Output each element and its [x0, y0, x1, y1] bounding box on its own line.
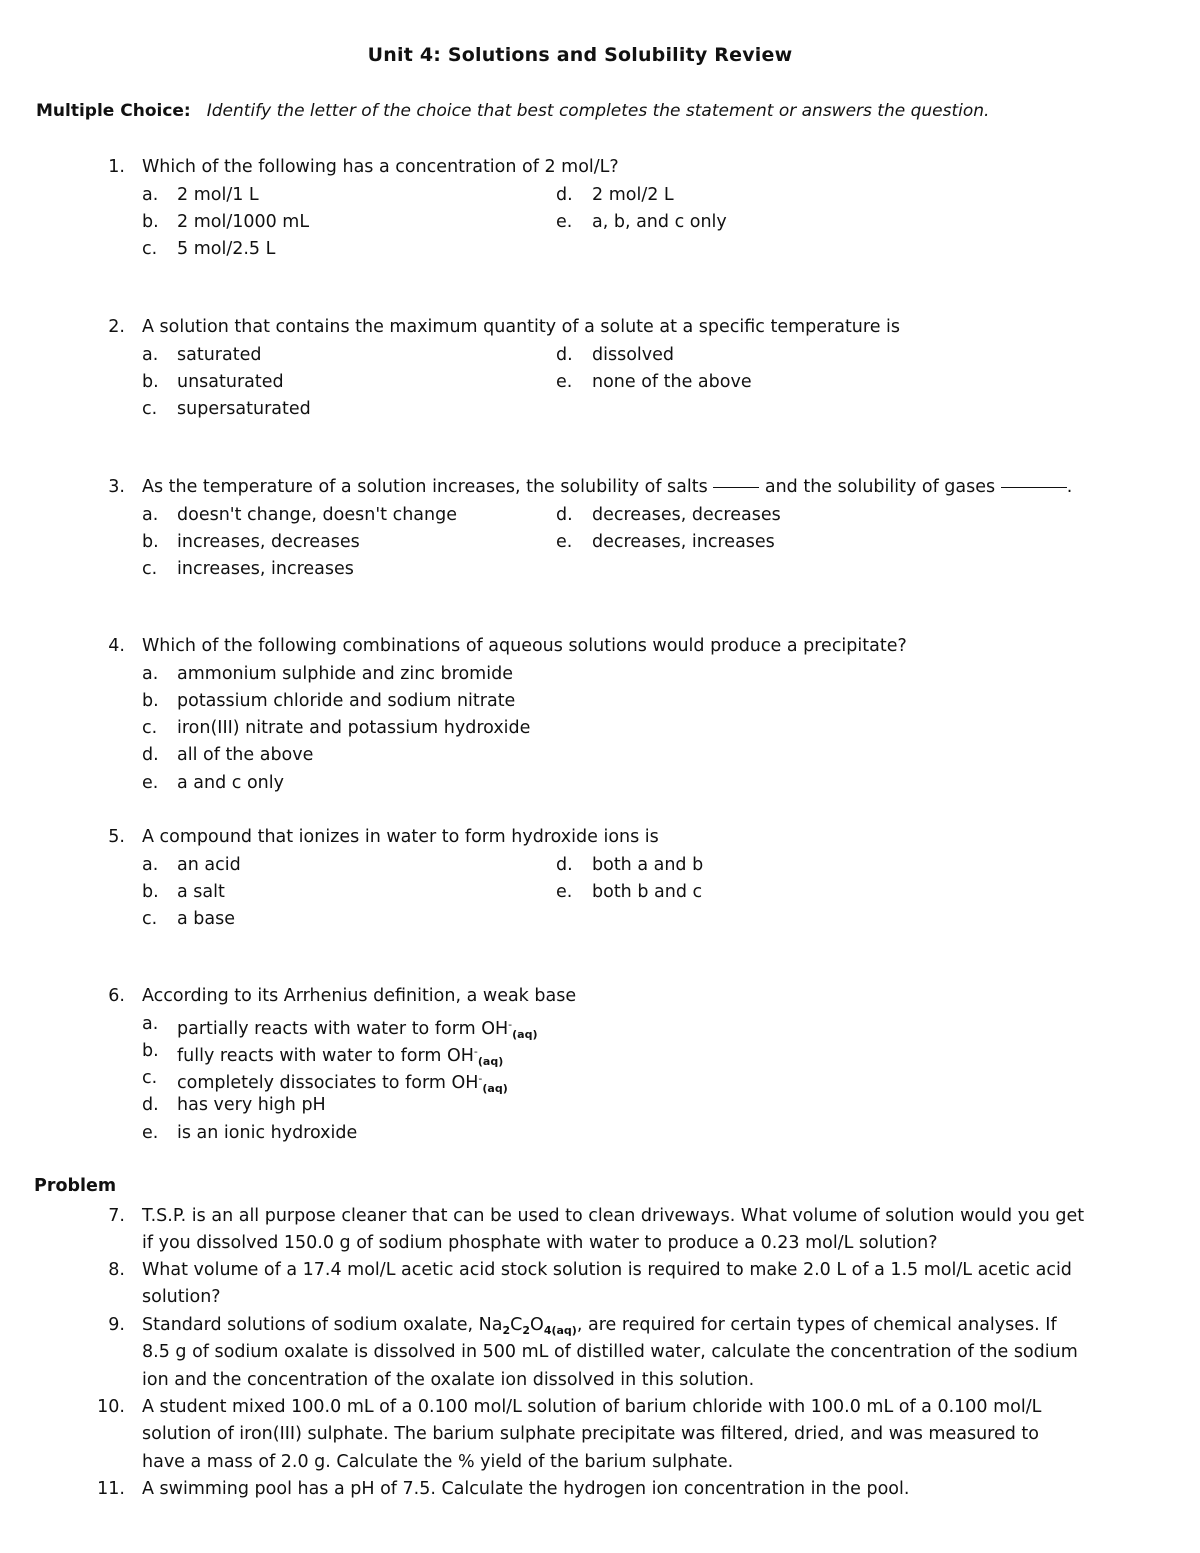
problem-8 [0, 1257, 1200, 1312]
option-text: a and c only [177, 772, 284, 793]
option-letter: b. [142, 881, 159, 902]
option-letter: e. [556, 531, 573, 552]
option-text: ammonium sulphide and zinc bromide [177, 663, 513, 684]
option-letter: a. [142, 1013, 159, 1034]
option-text: 2 mol/1 L [177, 184, 259, 205]
problem-number: 9. [108, 1315, 125, 1335]
instructions-label: Multiple Choice: [36, 101, 191, 121]
option-letter: b. [142, 690, 159, 711]
option-letter: b. [142, 211, 159, 232]
answer-blank [1001, 487, 1067, 488]
problem-text: A swimming pool has a pH of 7.5. Calculate the hydrogen ion concentration in the pool. [142, 1479, 910, 1499]
question-1 [0, 154, 1200, 263]
option-text: 2 mol/2 L [592, 184, 674, 205]
option-text: potassium chloride and sodium nitrate [177, 690, 516, 711]
option-letter: a. [142, 663, 159, 684]
option-letter: d. [142, 1095, 159, 1116]
question-4 [0, 633, 1200, 797]
option-text: partially reacts with water to form $OH^-_{(aq)}$ [177, 1017, 538, 1041]
question-text: According to its Arrhenius definition, a weak base [142, 986, 577, 1006]
problem-text: solution of iron(III) sulphate. The barium sulphate precipitate was filtered, dried, and was measured to [142, 1424, 1039, 1445]
problem-10 [0, 1394, 1200, 1476]
option-text: is an ionic hydroxide [177, 1122, 358, 1143]
problem-text: if you dissolved 150.0 g of sodium phosphate with water to produce a 0.23 mol/L solution? [142, 1233, 938, 1254]
instructions-text: Identify the letter of the choice that best completes the statement or answers the question. [206, 101, 990, 121]
problem-text: A student mixed 100.0 mL of a 0.100 mol/L solution of barium chloride with 100.0 mL of a 0.100 mol/L [142, 1397, 1042, 1417]
option-text: supersaturated [177, 399, 311, 420]
option-text: fully reacts with water to form $OH^-_{(aq)}$ [177, 1044, 504, 1068]
option-letter: d. [142, 745, 159, 766]
problem-9 [0, 1312, 1200, 1394]
problem-text: What volume of a 17.4 mol/L acetic acid stock solution is required to make 2.0 L of a 1.5 mol/L acetic acid [142, 1260, 1072, 1280]
option-letter: c. [142, 559, 158, 580]
question-number: 4. [108, 636, 125, 656]
option-letter: b. [142, 1040, 159, 1061]
problem-number: 11. [97, 1479, 125, 1499]
question-number: 5. [108, 827, 125, 847]
option-text: a, b, and c only [592, 211, 727, 232]
problem-number: 8. [108, 1260, 125, 1280]
page-title: Unit 4: Solutions and Solubility Review [367, 44, 793, 66]
option-letter: c. [142, 399, 158, 420]
option-text: both a and b [592, 854, 704, 875]
option-letter: c. [142, 239, 158, 260]
option-letter: d. [556, 184, 573, 205]
question-text: A solution that contains the maximum quantity of a solute at a specific temperature is [142, 317, 901, 337]
question-text: A compound that ionizes in water to form hydroxide ions is [142, 827, 659, 847]
option-letter: e. [142, 772, 159, 793]
problem-text: have a mass of 2.0 g. Calculate the % yield of the barium sulphate. [142, 1451, 734, 1472]
option-text: none of the above [592, 371, 752, 392]
option-letter: a. [142, 854, 159, 875]
option-letter: c. [142, 1068, 158, 1089]
option-letter: d. [556, 854, 573, 875]
option-text: 2 mol/1000 mL [177, 211, 310, 232]
question-text: Which of the following combinations of aqueous solutions would produce a precipitate? [142, 636, 907, 656]
problem-text: solution? [142, 1287, 221, 1308]
question-5 [0, 824, 1200, 933]
question-6 [0, 983, 1200, 1147]
option-text: a salt [177, 881, 225, 902]
option-text: saturated [177, 344, 262, 365]
question-number: 3. [108, 477, 125, 497]
problem-11 [0, 1476, 1200, 1503]
question-3 [0, 474, 1200, 583]
option-letter: d. [556, 504, 573, 525]
option-letter: a. [142, 344, 159, 365]
option-letter: e. [556, 371, 573, 392]
option-letter: e. [142, 1122, 159, 1143]
question-text: As the temperature of a solution increases, the solubility of salts and the solubility of gases . [142, 477, 1073, 497]
option-letter: d. [556, 344, 573, 365]
option-text: unsaturated [177, 371, 284, 392]
option-text: doesn't change, doesn't change [177, 504, 457, 525]
option-letter: b. [142, 371, 159, 392]
option-text: both b and c [592, 881, 703, 902]
option-text: increases, decreases [177, 531, 360, 552]
option-letter: b. [142, 531, 159, 552]
option-text: iron(III) nitrate and potassium hydroxide [177, 718, 531, 739]
problem-text: ion and the concentration of the oxalate ion dissolved in this solution. [142, 1369, 755, 1390]
option-letter: e. [556, 881, 573, 902]
option-letter: c. [142, 718, 158, 739]
problem-text: 8.5 g of sodium oxalate is dissolved in 500 mL of distilled water, calculate the concentration of the sodium [142, 1342, 1078, 1363]
problem-number: 7. [108, 1206, 125, 1226]
option-text: a base [177, 909, 236, 930]
problem-text: T.S.P. is an all purpose cleaner that can be used to clean driveways. What volume of solution would you get [142, 1206, 1085, 1226]
question-number: 6. [108, 986, 125, 1006]
option-text: dissolved [592, 344, 675, 365]
problem-heading: Problem [34, 1176, 117, 1196]
option-text: 5 mol/2.5 L [177, 239, 276, 260]
question-text: Which of the following has a concentration of 2 mol/L? [142, 157, 619, 177]
option-text: decreases, decreases [592, 504, 781, 525]
question-2 [0, 314, 1200, 423]
option-text: decreases, increases [592, 531, 775, 552]
problem-number: 10. [97, 1397, 125, 1417]
problem-7 [0, 1203, 1200, 1258]
question-number: 2. [108, 317, 125, 337]
option-text: completely dissociates to form $OH^-_{(aq)}$ [177, 1072, 508, 1096]
option-text: all of the above [177, 745, 314, 766]
option-text: an acid [177, 854, 241, 875]
option-text: increases, increases [177, 559, 354, 580]
problem-text: Standard solutions of sodium oxalate, $Na_2C_2O_{4(aq)}$, are required for certain types of chemical analyses. If [142, 1315, 1057, 1337]
question-number: 1. [108, 157, 125, 177]
option-letter: e. [556, 211, 573, 232]
option-letter: c. [142, 909, 158, 930]
instructions [36, 101, 989, 121]
option-letter: a. [142, 184, 159, 205]
answer-blank [713, 487, 759, 488]
option-text: has very high pH [177, 1095, 326, 1116]
option-letter: a. [142, 504, 159, 525]
